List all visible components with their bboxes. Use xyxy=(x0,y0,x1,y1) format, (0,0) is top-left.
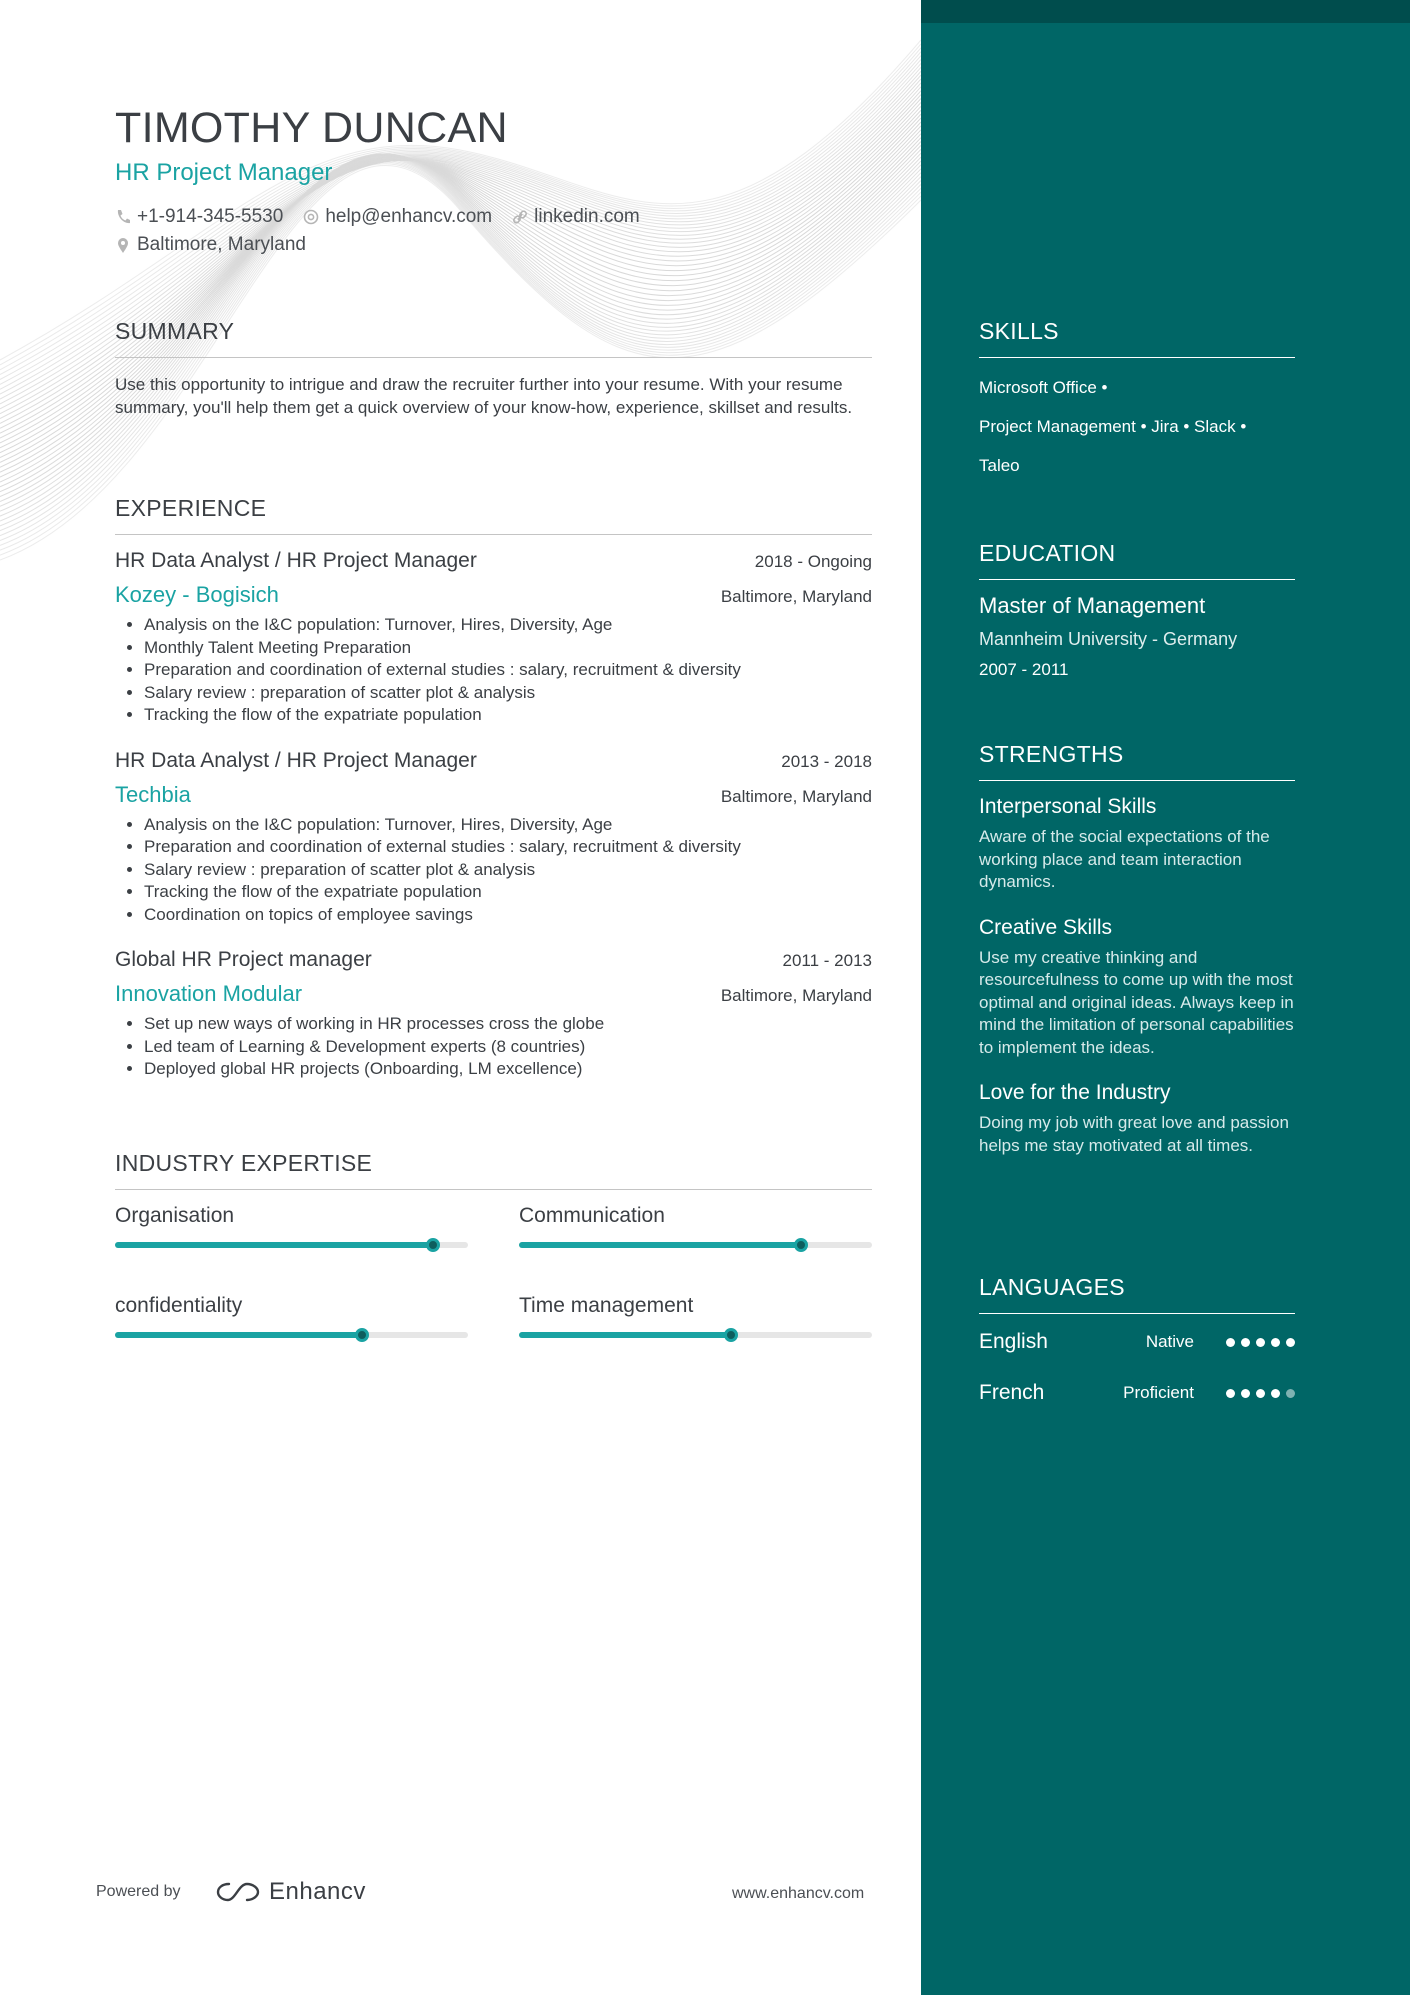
expertise-bar-knob xyxy=(355,1328,369,1342)
candidate-title: HR Project Manager xyxy=(115,159,333,186)
location-pin-icon xyxy=(115,236,131,254)
contact-location xyxy=(115,234,306,256)
contact-phone[interactable] xyxy=(115,206,283,228)
expertise-item xyxy=(115,1204,468,1248)
strength-desc: Doing my job with great love and passion helps me stay motivated at all times. xyxy=(979,1113,1289,1155)
link-text: linkedin.com xyxy=(534,206,640,227)
strengths-heading: STRENGTHS xyxy=(979,741,1295,781)
location-text: Baltimore, Maryland xyxy=(137,234,306,255)
footer-powered-by: Powered by xyxy=(96,1883,181,1900)
enhancv-logo-icon xyxy=(215,1880,261,1904)
contact-block xyxy=(115,204,660,260)
expertise-bar-knob xyxy=(794,1238,808,1252)
job-bullet: • Tracking the flow of the expatriate population xyxy=(144,881,872,904)
education-section xyxy=(979,540,1295,680)
job-dates: 2013 - 2018 xyxy=(781,751,872,771)
expertise-bar-knob xyxy=(724,1328,738,1342)
language-dot xyxy=(1226,1338,1235,1347)
expertise-bar-track xyxy=(519,1242,872,1248)
education-dates: 2007 - 2011 xyxy=(979,660,1069,679)
language-name: English xyxy=(979,1330,1048,1353)
expertise-label: Organisation xyxy=(115,1204,235,1227)
strength-title: Creative Skills xyxy=(979,915,1113,939)
language-level: Proficient xyxy=(1123,1383,1194,1402)
contact-email[interactable] xyxy=(303,206,492,228)
experience-section xyxy=(115,495,872,1081)
education-degree: Master of Management xyxy=(979,593,1206,618)
wave-line xyxy=(0,138,921,482)
expertise-label: confidentiality xyxy=(115,1294,243,1317)
expertise-heading: INDUSTRY EXPERTISE xyxy=(115,1150,872,1190)
strength-item xyxy=(979,916,1295,1060)
summary-text: Use this opportunity to intrigue and draw the recruiter further into your resume. With your resume summary, you'll help them get a quick overview of your know-how, experience, skillset and results. xyxy=(115,375,853,417)
job-role: HR Data Analyst / HR Project Manager xyxy=(115,748,477,772)
job-bullets xyxy=(115,614,872,727)
language-name: French xyxy=(979,1381,1045,1404)
language-row xyxy=(979,1381,1295,1405)
expertise-bar-fill xyxy=(115,1332,362,1338)
footer-brand: Enhancv xyxy=(269,1878,366,1905)
language-dot xyxy=(1241,1389,1250,1398)
expertise-bar-track xyxy=(115,1242,468,1248)
footer-logo[interactable] xyxy=(215,1878,366,1906)
job-bullet: • Salary review : preparation of scatter plot & analysis xyxy=(144,859,872,882)
job-bullet: • Set up new ways of working in HR processes cross the globe xyxy=(144,1013,872,1036)
education-school: Mannheim University - Germany xyxy=(979,629,1238,649)
expertise-bar-track xyxy=(115,1332,468,1338)
language-dot xyxy=(1286,1338,1295,1347)
job-dates: 2011 - 2013 xyxy=(782,951,872,970)
strength-title: Love for the Industry xyxy=(979,1081,1171,1104)
job-company: Kozey - Bogisich xyxy=(115,582,279,607)
job-bullet: • Preparation and coordination of external studies : salary, recruitment & diversity xyxy=(144,836,872,859)
expertise-item xyxy=(519,1294,872,1338)
job-location: Baltimore, Maryland xyxy=(720,786,872,806)
job-bullet: • Deployed global HR projects (Onboarding, LM excellence) xyxy=(144,1058,872,1081)
link-icon xyxy=(512,208,528,226)
expertise-bar-fill xyxy=(519,1332,731,1338)
languages-section xyxy=(979,1274,1295,1405)
job-bullet: • Tracking the flow of the expatriate population xyxy=(144,704,872,727)
candidate-name: TIMOTHY DUNCAN xyxy=(115,104,508,152)
language-dot xyxy=(1286,1389,1295,1398)
skills-section xyxy=(979,318,1295,485)
contact-link[interactable] xyxy=(512,206,640,228)
job-bullets xyxy=(115,814,872,927)
skills-list xyxy=(979,368,1295,485)
language-dot xyxy=(1226,1389,1235,1398)
strength-desc: Aware of the social expectations of the working place and team interaction dynamics. xyxy=(979,827,1270,891)
education-heading: EDUCATION xyxy=(979,540,1295,580)
job-bullet: • Preparation and coordination of external studies : salary, recruitment & diversity xyxy=(144,659,872,682)
expertise-item xyxy=(519,1204,872,1248)
skills-line: Project Management • Jira • Slack • xyxy=(979,417,1247,436)
job-bullet: • Monthly Talent Meeting Preparation xyxy=(144,637,872,660)
strengths-section xyxy=(979,741,1295,1157)
language-row xyxy=(979,1330,1295,1354)
language-dot xyxy=(1271,1338,1280,1347)
job-role: Global HR Project manager xyxy=(115,948,372,971)
job-bullet: • Coordination on topics of employee savings xyxy=(144,904,872,927)
sidebar-top-band xyxy=(921,0,1410,23)
expertise-label: Communication xyxy=(519,1204,665,1227)
job-company: Innovation Modular xyxy=(115,981,303,1006)
skills-heading: SKILLS xyxy=(979,318,1295,358)
expertise-bar-fill xyxy=(115,1242,433,1248)
skills-line: Taleo xyxy=(979,456,1020,475)
job-location: Baltimore, Maryland xyxy=(720,587,872,606)
language-dot xyxy=(1271,1389,1280,1398)
language-dot xyxy=(1256,1338,1265,1347)
job-bullet: • Led team of Learning & Development experts (8 countries) xyxy=(144,1036,872,1059)
expertise-section xyxy=(115,1150,872,1364)
strength-item xyxy=(979,1081,1295,1157)
language-dots xyxy=(1226,1338,1295,1347)
email-text: help@enhancv.com xyxy=(325,206,493,227)
phone-icon xyxy=(115,208,131,226)
footer-url[interactable]: www.enhancv.com xyxy=(732,1885,865,1902)
skills-line: Microsoft Office • xyxy=(979,378,1108,397)
job-bullets xyxy=(115,1013,872,1081)
expertise-bar-track xyxy=(519,1332,872,1338)
summary-section xyxy=(115,318,872,419)
at-icon xyxy=(303,208,319,226)
language-dot xyxy=(1256,1389,1265,1398)
job-bullet: • Analysis on the I&C population: Turnover, Hires, Diversity, Age xyxy=(144,814,872,837)
job-location: Baltimore, Maryland xyxy=(720,986,872,1005)
language-dots xyxy=(1226,1389,1295,1398)
experience-heading: EXPERIENCE xyxy=(115,495,872,535)
job-entry xyxy=(115,749,872,927)
expertise-bar-fill xyxy=(519,1242,801,1248)
job-dates: 2018 - Ongoing xyxy=(754,552,872,571)
job-role: HR Data Analyst / HR Project Manager xyxy=(115,549,477,572)
phone-text: +1-914-345-5530 xyxy=(137,206,284,227)
strength-item xyxy=(979,795,1295,894)
strength-title: Interpersonal Skills xyxy=(979,795,1157,818)
job-bullet: • Analysis on the I&C population: Turnover, Hires, Diversity, Age xyxy=(144,614,872,637)
job-bullet: • Salary review : preparation of scatter plot & analysis xyxy=(144,682,872,705)
strength-desc: Use my creative thinking and resourcefulness to come up with the most optimal and original ideas. Always keep in mind the limitation of personal capabilities to implement the ideas. xyxy=(979,947,1294,1057)
expertise-item xyxy=(115,1294,468,1338)
job-company: Techbia xyxy=(115,781,191,807)
job-entry xyxy=(115,549,872,727)
job-entry xyxy=(115,948,872,1081)
languages-heading: LANGUAGES xyxy=(979,1274,1295,1314)
expertise-bar-knob xyxy=(426,1238,440,1252)
language-dot xyxy=(1241,1338,1250,1347)
summary-heading: SUMMARY xyxy=(115,318,872,358)
expertise-label: Time management xyxy=(519,1294,694,1317)
expertise-grid xyxy=(115,1204,872,1364)
language-level: Native xyxy=(1145,1332,1194,1351)
